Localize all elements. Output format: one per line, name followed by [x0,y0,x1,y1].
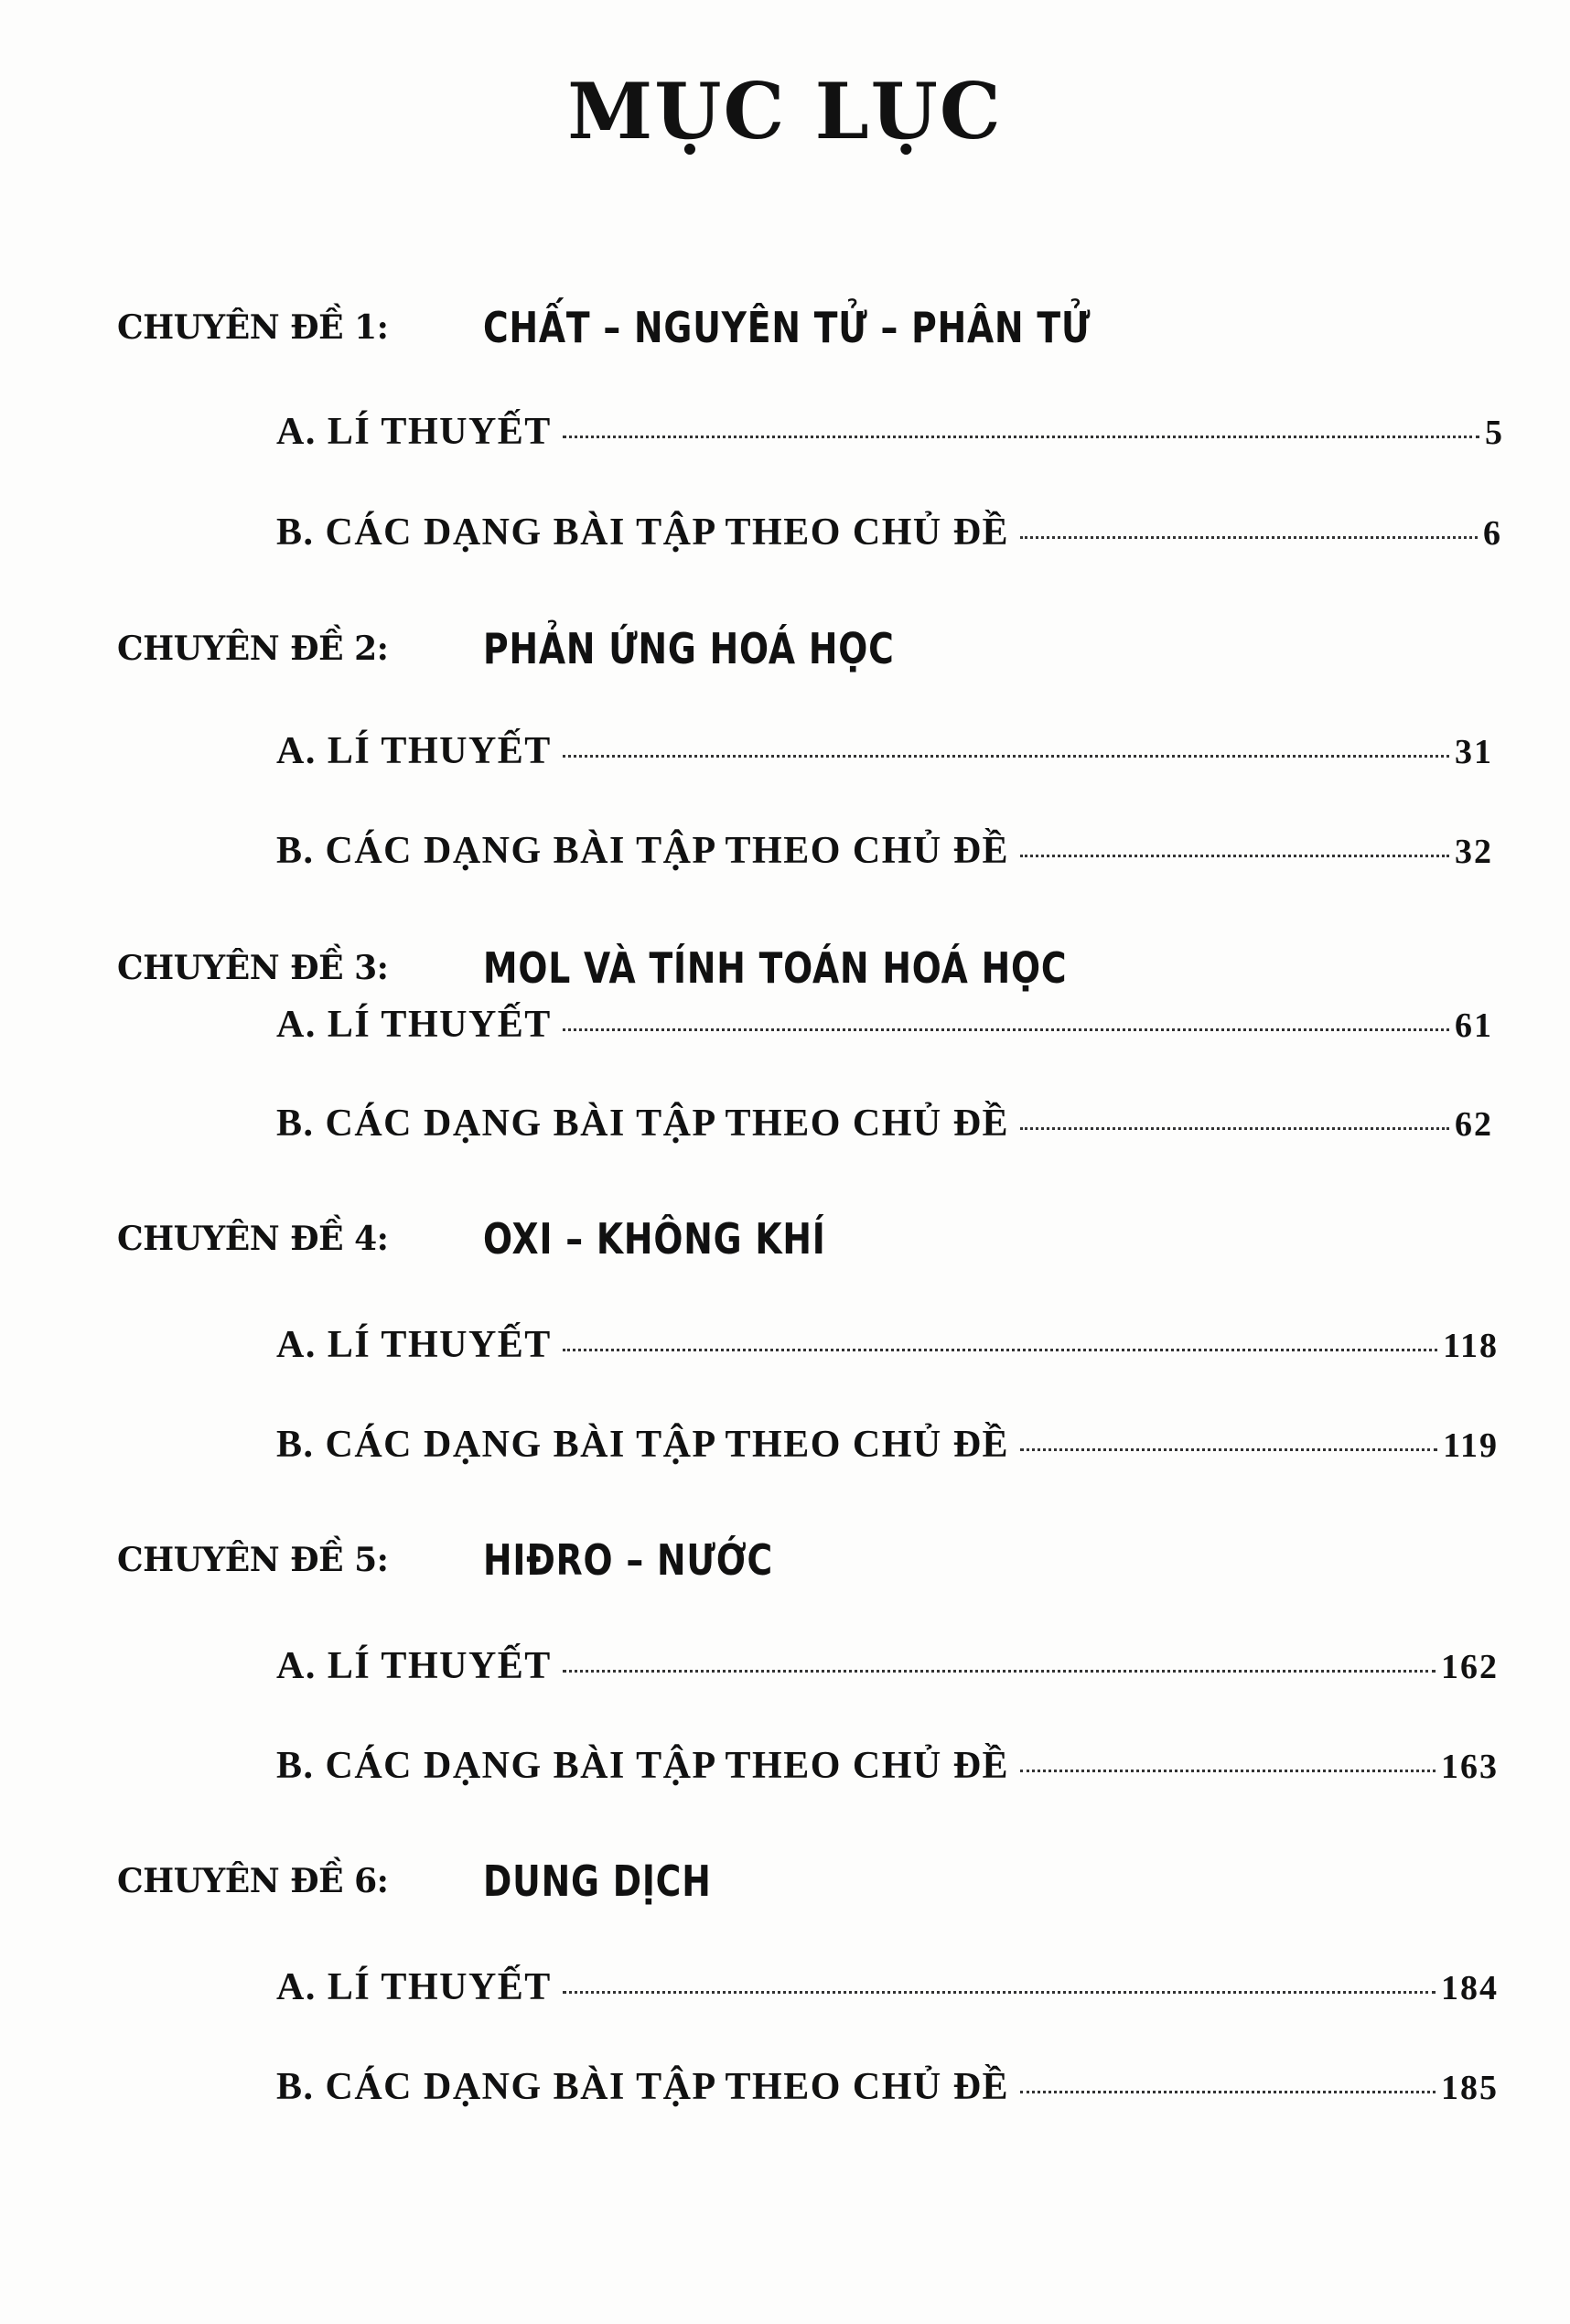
toc-entry-label: A. LÍ THUYẾT [276,1004,552,1046]
toc-page-number: 5 [1485,414,1504,452]
chapter-label: CHUYÊN ĐỀ 4: [117,1220,389,1258]
toc-entry-label: A. LÍ THUYẾT [276,1324,552,1366]
toc-entry-label: A. LÍ THUYẾT [276,1966,552,2008]
chapter-heading-5 [117,1528,837,1592]
toc-entry-label: A. LÍ THUYẾT [276,1645,552,1687]
toc-entry[interactable] [276,1644,1499,1699]
chapter-title: PHẢN ỨNG HOÁ HỌC [483,624,895,673]
toc-page-number: 32 [1455,833,1493,871]
chapter-heading-2 [117,617,984,681]
toc-page-number: 119 [1443,1426,1499,1465]
toc-page-number: 61 [1455,1006,1493,1045]
chapter-title: OXI – KHÔNG KHÍ [483,1214,826,1264]
toc-page-number: 163 [1441,1748,1499,1786]
toc-entry[interactable] [276,511,1502,565]
chapter-label: CHUYÊN ĐỀ 6: [117,1862,389,1900]
toc-page-number: 162 [1441,1648,1499,1686]
chapter-title: DUNG DỊCH [483,1856,712,1906]
dot-leader [1020,1448,1437,1451]
dot-leader [563,1991,1436,1994]
dot-leader [1020,536,1478,539]
toc-page-number: 62 [1455,1105,1493,1144]
toc-entry-label: B. CÁC DẠNG BÀI TẬP THEO CHỦ ĐỀ [276,511,1010,554]
dot-leader [563,1349,1437,1351]
toc-entry[interactable] [276,1423,1499,1478]
toc-entry[interactable] [276,2065,1499,2120]
toc-entry[interactable] [276,1965,1499,2020]
dot-leader [1020,1127,1449,1130]
chapter-heading-4 [117,1207,901,1271]
dot-leader [1020,855,1449,857]
dot-leader [563,1670,1436,1673]
toc-entry-label: A. LÍ THUYẾT [276,730,552,772]
dot-leader [563,755,1449,758]
toc-entry[interactable] [276,1744,1499,1799]
dot-leader [563,436,1479,438]
chapter-label: CHUYÊN ĐỀ 2: [117,629,389,668]
toc-entry[interactable] [276,729,1493,784]
toc-entry-label: A. LÍ THUYẾT [276,411,552,453]
toc-entry[interactable] [276,1102,1493,1157]
dot-leader [1020,1770,1436,1772]
chapter-heading-3 [117,936,1196,1000]
toc-entry-label: B. CÁC DẠNG BÀI TẬP THEO CHỦ ĐỀ [276,1103,1010,1145]
toc-page-number: 31 [1455,733,1493,771]
toc-entry[interactable] [276,829,1493,884]
chapter-title: CHẤT – NGUYÊN TỬ – PHÂN TỬ [483,303,1091,352]
page-title: MỤC LỤC [567,66,1003,156]
chapter-heading-1 [117,296,1224,360]
toc-page-number: 118 [1443,1327,1499,1365]
toc-entry[interactable] [276,1003,1493,1058]
chapter-label: CHUYÊN ĐỀ 3: [117,949,389,987]
toc-page-number: 184 [1441,1969,1499,2007]
toc-page-number: 185 [1441,2069,1499,2107]
toc-entry-label: B. CÁC DẠNG BÀI TẬP THEO CHỦ ĐỀ [276,1424,1010,1466]
toc-page-number: 6 [1483,514,1502,553]
chapter-heading-6 [117,1849,761,1913]
toc-entry-label: B. CÁC DẠNG BÀI TẬP THEO CHỦ ĐỀ [276,2066,1010,2108]
toc-entry-label: B. CÁC DẠNG BÀI TẬP THEO CHỦ ĐỀ [276,1745,1010,1787]
dot-leader [1020,2091,1436,2093]
chapter-title: MOL VÀ TÍNH TOÁN HOÁ HỌC [483,943,1068,993]
chapter-label: CHUYÊN ĐỀ 1: [117,308,389,347]
toc-entry-label: B. CÁC DẠNG BÀI TẬP THEO CHỦ ĐỀ [276,830,1010,872]
toc-entry[interactable] [276,410,1504,465]
chapter-title: HIĐRO – NƯỚC [483,1535,774,1585]
chapter-label: CHUYÊN ĐỀ 5: [117,1541,389,1579]
toc-entry[interactable] [276,1323,1499,1378]
dot-leader [563,1028,1449,1031]
